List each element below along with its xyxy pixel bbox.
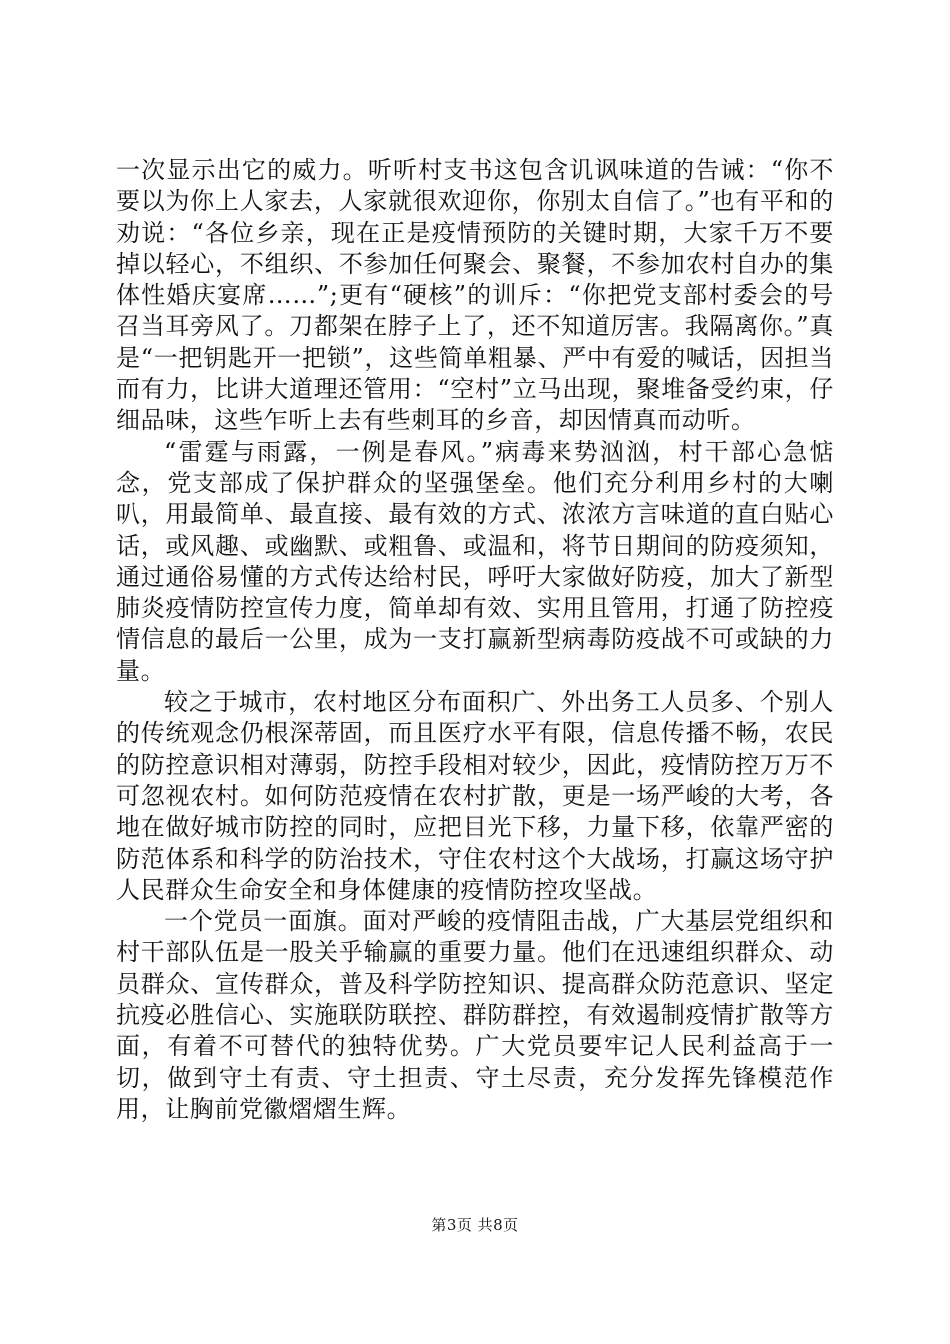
paragraph: “雷霆与雨露，一例是春风。”病毒来势汹汹，村干部心急惦念，党支部成了保护群众的坚强堡垒。他们充分利用乡村的大喇叭，用最简单、最直接、最有效的方式、浓浓方言味道的直白贴心话，或风趣、或幽默、或粗鲁、或温和，将节日期间的防疫须知，通过通俗易懂的方式传达给村民，呼吁大家做好防疫，加大了新型肺炎疫情防控宣传力度，简单却有效、实用且管用，打通了防控疫情信息的最后一公里，成为一支打赢新型病毒防疫战不可或缺的力量。 xyxy=(116,437,834,685)
paragraph: 较之于城市，农村地区分布面积广、外出务工人员多、个别人的传统观念仍根深蒂固，而且医疗水平有限，信息传播不畅，农民的防控意识相对薄弱，防控手段相对较少，因此，疫情防控万万不可忽视农村。如何防范疫情在农村扩散，更是一场严峻的大考，各地在做好城市防控的同时，应把目光下移，力量下移，依靠严密的防范体系和科学的防治技术，守住农村这个大战场，打赢这场守护人民群众生命安全和身体健康的疫情防控攻坚战。 xyxy=(116,688,834,904)
document-body xyxy=(116,155,834,1125)
paragraph-continued: 一次显示出它的威力。听听村支书这包含讥讽味道的告诫：“你不要以为你上人家去，人家就很欢迎你，你别太自信了。”也有平和的劝说：“各位乡亲，现在正是疫情预防的关键时期，大家千万不要掉以轻心，不组织、不参加任何聚会、聚餐，不参加农村自办的集体性婚庆宴席……”;更有“硬核”的训斥：“你把党支部村委会的号召当耳旁风了。刀都架在脖子上了，还不知道厉害。我隔离你。”真是“一把钥匙开一把锁”，这些简单粗暴、严中有爱的喊话，因担当而有力，比讲大道理还管用：“空村”立马出现，聚堆备受约束，仔细品味，这些乍听上去有些刺耳的乡音，却因情真而动听。 xyxy=(116,156,834,435)
page-number-footer: 第3页 共8页 xyxy=(431,1216,519,1234)
paragraph: 一个党员一面旗。面对严峻的疫情阻击战，广大基层党组织和村干部队伍是一股关乎输赢的重要力量。他们在迅速组织群众、动员群众、宣传群众，普及科学防控知识、提高群众防范意识、坚定抗疫必胜信心、实施联防联控、群防群控，有效遏制疫情扩散等方面，有着不可替代的独特优势。广大党员要牢记人民利益高于一切，做到守土有责、守土担责、守土尽责，充分发挥先锋模范作用，让胸前党徽熠熠生辉。 xyxy=(116,907,834,1123)
